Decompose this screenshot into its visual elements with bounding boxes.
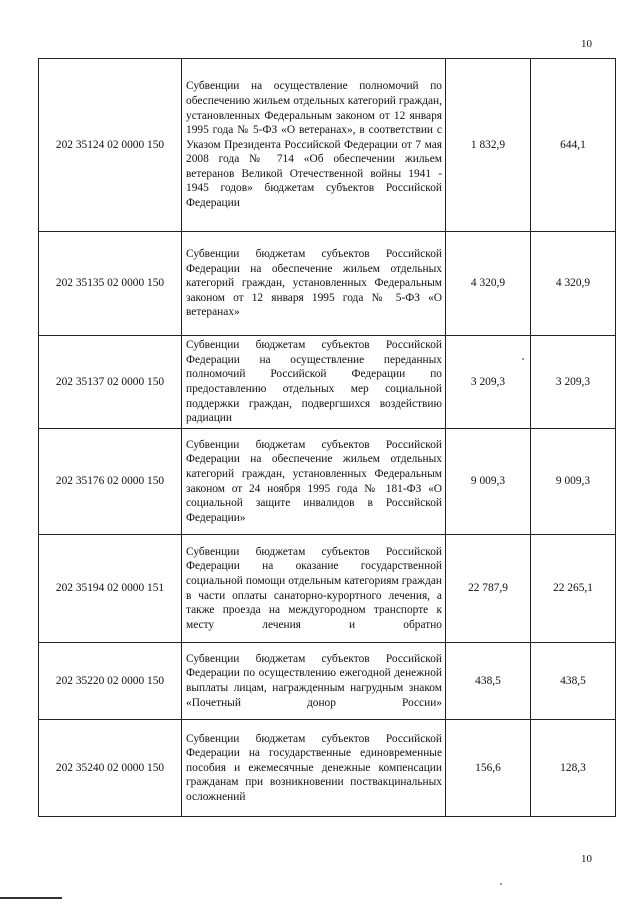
amount-1: 1 832,9 xyxy=(446,59,531,232)
budget-table xyxy=(38,58,616,817)
amount-2: 9 009,3 xyxy=(531,429,616,535)
scan-speck xyxy=(522,358,524,360)
budget-code: 202 35176 02 0000 150 xyxy=(39,429,182,535)
table-row xyxy=(39,232,616,336)
budget-code: 202 35220 02 0000 150 xyxy=(39,643,182,720)
row-description: Субвенции бюджетам субъектов Российской Федерации на осуществление переданных полномочий Российской Федерации по предоставлению отдельных мер социальной поддержки граждан, подвергшихся воздействию радиации xyxy=(182,336,446,429)
amount-2: 438,5 xyxy=(531,643,616,720)
scan-speck xyxy=(500,883,502,885)
amount-2: 644,1 xyxy=(531,59,616,232)
amount-1: 22 787,9 xyxy=(446,535,531,643)
amount-1: 9 009,3 xyxy=(446,429,531,535)
budget-code: 202 35135 02 0000 150 xyxy=(39,232,182,336)
amount-2: 22 265,1 xyxy=(531,535,616,643)
budget-code: 202 35240 02 0000 150 xyxy=(39,720,182,817)
budget-code: 202 35124 02 0000 150 xyxy=(39,59,182,232)
amount-2: 4 320,9 xyxy=(531,232,616,336)
table-row xyxy=(39,643,616,720)
page-number-bottom: 10 xyxy=(581,853,592,865)
table-row xyxy=(39,336,616,429)
page-number-top: 10 xyxy=(581,38,592,50)
amount-1: 3 209,3 xyxy=(446,336,531,429)
amount-1: 156,6 xyxy=(446,720,531,817)
budget-code: 202 35194 02 0000 151 xyxy=(39,535,182,643)
scan-artifact-line xyxy=(0,897,62,899)
table-row xyxy=(39,535,616,643)
row-description: Субвенции бюджетам субъектов Российской Федерации на обеспечение жильем отдельных категорий граждан, установленных Федеральным законом от 12 января 1995 года № 5-ФЗ «О ветеранах» xyxy=(182,232,446,336)
amount-2: 3 209,3 xyxy=(531,336,616,429)
amount-2: 128,3 xyxy=(531,720,616,817)
amount-1: 4 320,9 xyxy=(446,232,531,336)
row-description: Субвенции бюджетам субъектов Российской Федерации на обеспечение жильем отдельных категорий граждан, установленных Федеральным законом от 24 ноября 1995 года № 181-ФЗ «О социальной защите инвалидов в Российской Федерации» xyxy=(182,429,446,535)
row-description: Субвенции бюджетам субъектов Российской Федерации по осуществлению ежегодной денежной выплаты лицам, награжденным нагрудным знаком «Почетный донор России» xyxy=(182,643,446,720)
amount-1: 438,5 xyxy=(446,643,531,720)
table-row xyxy=(39,720,616,817)
table-row xyxy=(39,59,616,232)
budget-code: 202 35137 02 0000 150 xyxy=(39,336,182,429)
row-description: Субвенции бюджетам субъектов Российской Федерации на оказание государственной социальной помощи отдельным категориям граждан в части оплаты санаторно-курортного лечения, а также проезда на междугородном транспорте к месту лечения и обратно xyxy=(182,535,446,643)
row-description: Субвенции бюджетам субъектов Российской Федерации на государственные единовременные пособия и ежемесячные денежные компенсации гражданам при возникновении поствакцинальных осложнений xyxy=(182,720,446,817)
row-description: Субвенции на осуществление полномочий по обеспечению жильем отдельных категорий граждан, установленных Федеральным законом от 12 января 1995 года № 5-ФЗ «О ветеранах», в соответствии с Указом Президента Российской Федерации от 7 мая 2008 года № 714 «Об обеспечении жильем ветеранов Великой Отечественной войны 1941 - 1945 годов» бюджетам субъектов Российской Федерации xyxy=(182,59,446,232)
table-row xyxy=(39,429,616,535)
